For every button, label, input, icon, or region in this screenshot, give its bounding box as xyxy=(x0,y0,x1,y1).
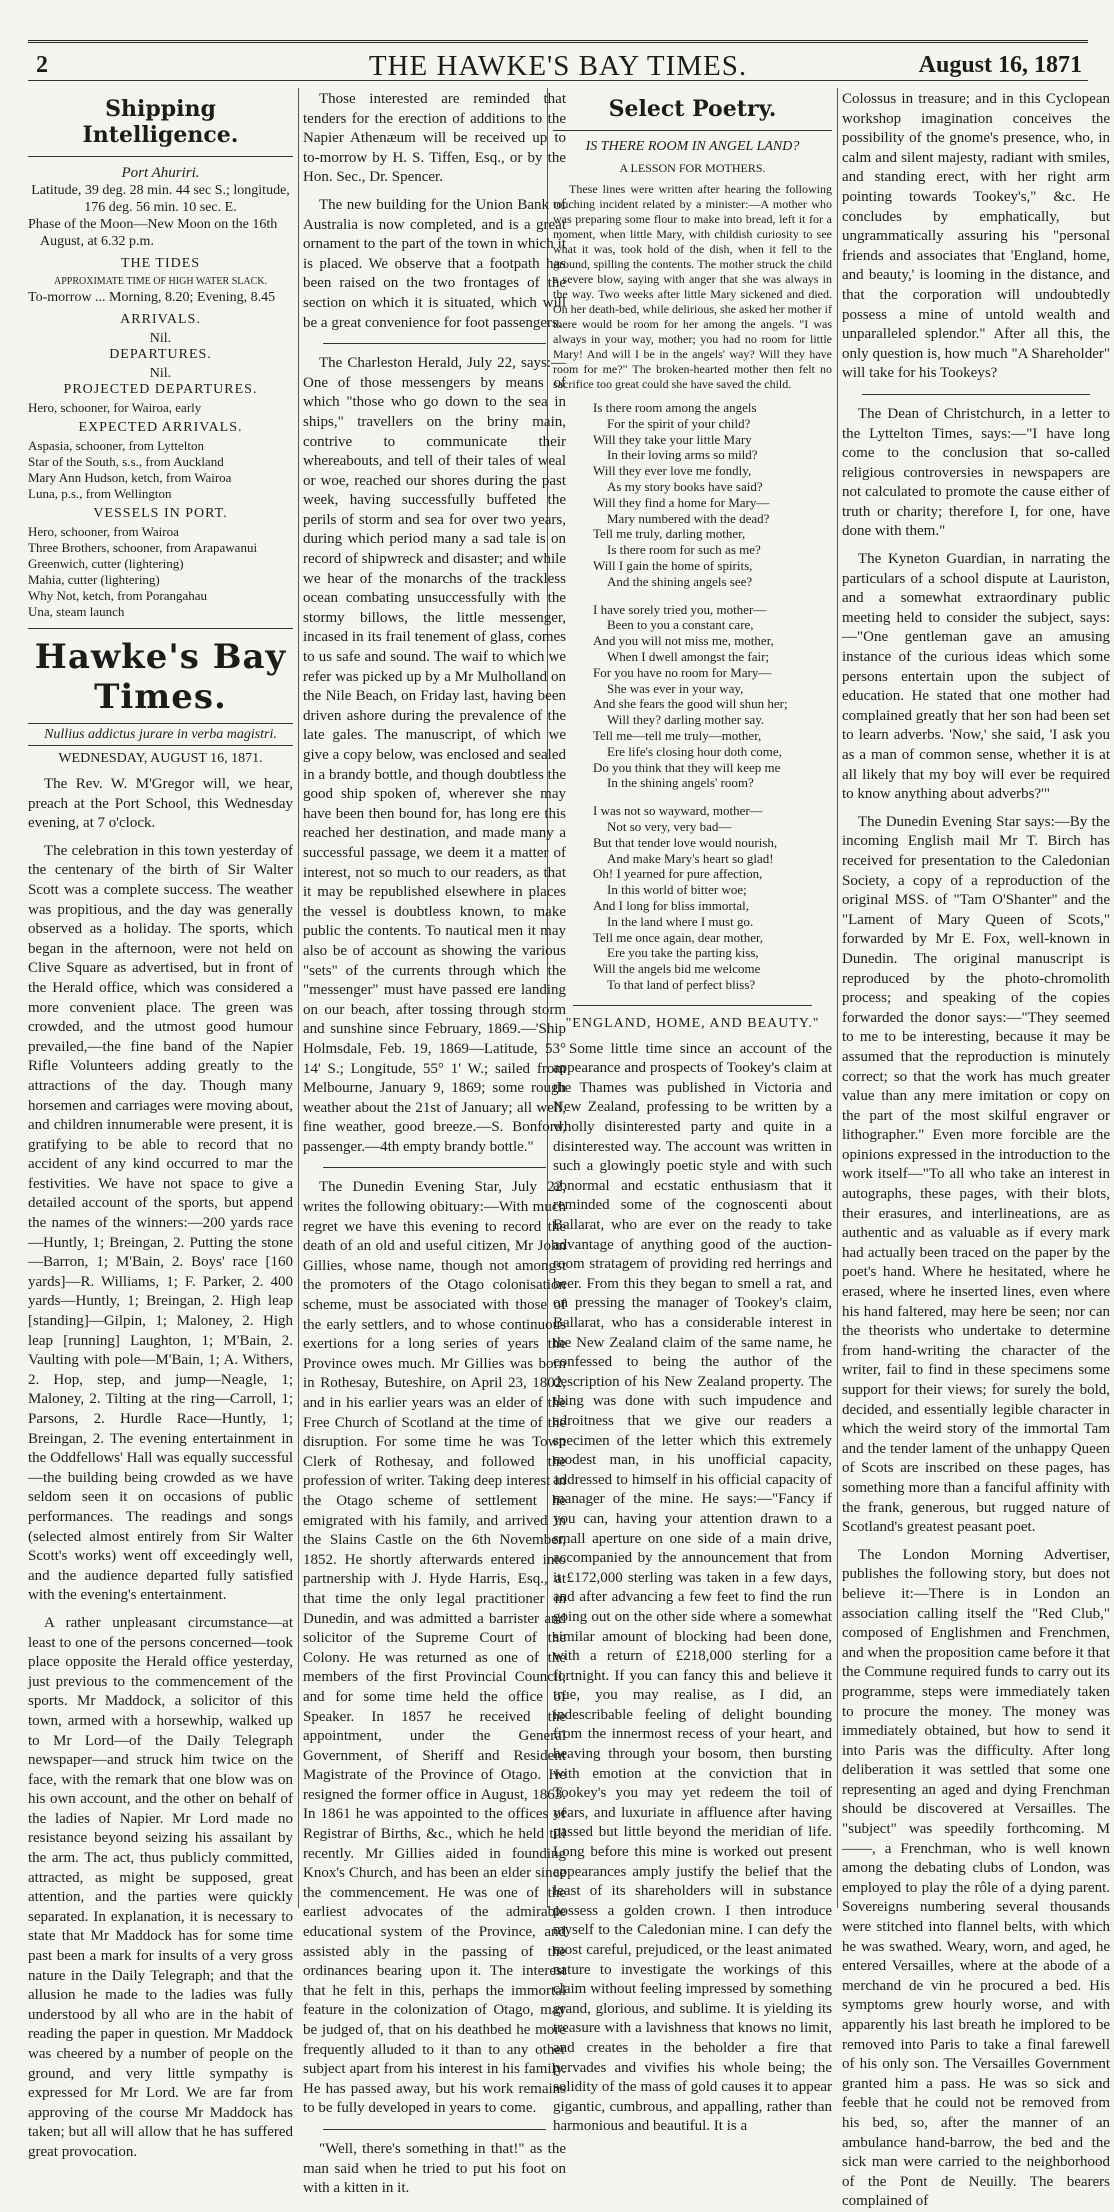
poem-line: And the shining angels see? xyxy=(607,573,753,589)
poem-line: Not so very, very bad— xyxy=(607,818,732,834)
masthead-bottom-rule xyxy=(28,80,1088,81)
page-number: 2 xyxy=(36,52,48,78)
poem-line: Will they take your little Mary xyxy=(593,431,752,447)
poem-line: As my story books have said? xyxy=(607,478,763,494)
newspaper-title: THE HAWKE'S BAY TIMES. xyxy=(368,50,748,82)
article-paragraph: The London Morning Advertiser, publishes the following story, but does not believe it:—There is in London an association calling itself the "Red Club," composed of Englishmen and Frenchmen, and when the proposition came before it that the Commune required funds to carry out its programme, steps were immediately taken to procure the money. The money was immediately obtained, but how to send it into Paris was the difficulty. After long deliberation it was settled that some one representing an aged and dying Frenchman should be discovered at Versailles. The "subject" was speedily forthcoming. M——, a Frenchman, who is well known among the debating clubs of London, was employed to play the rôle of a dying parent. Sovereigns numbering several thousands were stitched into flannel belts, with which he was swathed. Weary, worn, and aged, he entered Versailles, where at the abode of a merchand de vin he procured a bed. His symptoms grew hourly worse, and with apparently his last breath he implored to be removed into Paris to take a final farewell of his only son. The Versailles Government granted him a pass. He was so sick and feeble that he could not be removed from his bed, so, after the manner of an ambulance hand-barrow, the bed and the sick man were carried to the neighborhood of the Pont de Neuilly. The bearers complained of xyxy=(842,1546,1110,2210)
poem-title: IS THERE ROOM IN ANGEL LAND? xyxy=(585,139,800,154)
article-paragraph: The Dunedin Evening Star, July 22, writes the following obituary:—With much regret we have this evening to record the death of an old and useful citizen, Mr John Gillies, whose name, though not amongst the promoters of the Otago colonisation scheme, must be associated with those of the early settlers, and to whose continuous exertions for a long series of years the Province owes much. Mr Gillies was born in Rothesay, Buteshire, on April 23, 1802, and in his earlier years was an elder of the Free Church of Scotland at the time of the disruption. For some time he was Town Clerk of Rothesay, and followed the profession of writer. Taking deep interest in the Otago scheme of settlement he emigrated with his family, and arrived in the Slains Castle on the 6th November, 1852. He shortly afterwards entered into partnership with J. Hyde Harris, Esq., at that time the only legal practitioner in Dunedin, and was admitted a barrister and solicitor of the Supreme Court of the Colony. He was returned as one of the members of the first Provincial Council, and for some time held the office of Speaker. In 1857 he received the appointment, under the General Government, of Sheriff and Resident Magistrate of the Province of Otago. He resigned the former office in August, 1863. In 1861 he was appointed to the offices of Registrar of Births, &c., which he held till recently. Mr Gillies aided in founding Knox's Church, and has been an elder since the commencement. He was one of the earliest advocates of the admirable educational system of the Province, and assisted ably in the passing of the ordinances bearing upon it. The interest that he felt in this, perhaps the immortal feature in the colonization of Otago, may be judged of, that on his deathbed he more frequently alluded to it than to any other subject apart from his interest in his family. He has passed away, but his work remains to be fully developed in years to come. xyxy=(303,1179,566,2117)
poem-line: And she fears the good will shun her; xyxy=(593,696,788,712)
poem-line: Is there room for such as me? xyxy=(607,542,761,558)
poem-line: For you have no room for Mary— xyxy=(593,664,772,680)
poem-line: For the spirit of your child? xyxy=(607,415,751,431)
column-divider xyxy=(298,88,299,1908)
poem-line: I have sorely tried you, mother— xyxy=(593,601,767,617)
projected-list xyxy=(28,400,293,416)
article-paragraph: The new building for the Union Bank of Australia is now completed, and is a great ornament to the part of the town in which it is placed. We observe that a footpath has been raised on the two frontages of the section on which it is situated, which will be a great convenience for foot passengers. xyxy=(303,196,566,331)
poetry-heading: Select Poetry. xyxy=(608,96,777,122)
poem-line: Ere you take the parting kiss, xyxy=(607,945,759,961)
article-paragraph: The Dean of Christchurch, in a letter to the Lyttelton Times, says:—"I have long come to the conclusion that so-called religious controversies in newspapers are not calculated to promote the cause either of truth or charity; therefore I, for one, have done with them." xyxy=(842,405,1110,540)
expected-heading: EXPECTED ARRIVALS. xyxy=(78,420,243,435)
arrivals-heading: ARRIVALS. xyxy=(120,312,201,327)
divider xyxy=(573,1005,812,1006)
article-paragraph: Those interested are reminded that tenders for the erection of additions to the Napier Athenæum will be received up to to-morrow by H. S. Tiffen, Esq., or by the Hon. Sec., Dr. Spencer. xyxy=(303,91,566,186)
article-paragraph: The Dunedin Evening Star says:—By the incoming English mail Mr T. Birch has received for presentation to the Caledonian Society, a copy of a reproduction of the original MSS. of "Tam O'Shanter" and the "Lament of Mary Queen of Scots," forwarded by Mr E. Fox, well-known in Dunedin. The original manuscript is reproduced by the photo-chromolith process; and speaking of the copies forwarded the donor says:—"They seemed to me to be interesting, because it may be assumed that the reproduction is minutely correct; so that the work has much greater value than any mere imitation or copy on the part of the most skilful engraver or lithographer." Even more forcible are the opinions expressed in the introduction to the work itself—"To all who take an interest in autographs, these pages, with their blots, their erasures, and interlineations, are as authentic and as valuable as if every mark had actually been traced on the paper by the poet's hand. Where he hesitated, where he erased, where he inserted lines, even where his hand faltered, may here be seen; nor can the theorists who undertake to determine from hand-writing the character of the writer, fail to find in these specimens some support for their views; for surely the bold, decided, and essentially legible character in which the weird story of the immortal Tam and the tender lament of the unhappy Queen of Scots are inscribed on these pages, has something more than a fanciful affinity with the frank, generous, but rugged nature of Scotland's greatest peasant poet. xyxy=(842,813,1110,1536)
column-2 xyxy=(303,90,566,2197)
poem-line: In the shining angels' room? xyxy=(607,775,754,791)
article-paragraph: Colossus in treasure; and in this Cyclopean workshop imagination conceives the possibility of the gnome's presence, who, in calm and silent majesty, radiant with smiles, and standing erect, with her right arm pointing towards Tookey's," &c. He concludes by emphatically, but ungrammatically assuring his "personal friends and associates that 'England, home, and beauty,' is looming in the distance, and that the corporation will undoubtedly possess a mine of untold wealth and unparalleled splendor." After all this, the only question is, how much "A Shareholder" will take for his Tookeys? xyxy=(842,91,1110,382)
divider xyxy=(323,2129,546,2130)
shipping-heading: Shipping Intelligence. xyxy=(82,96,239,148)
divider xyxy=(28,156,293,157)
poem-line: Is there room among the angels xyxy=(593,400,757,415)
arrivals-nil: Nil. xyxy=(149,331,172,346)
list-item: Aspasia, schooner, from Lyttelton xyxy=(28,438,205,453)
poem-line: And make Mary's heart so glad! xyxy=(607,850,774,866)
vessels-list xyxy=(28,524,293,620)
article-paragraph: "Well, there's something in that!" as the man said when he tried to put his foot on with a kitten in it. xyxy=(303,2140,566,2197)
article-paragraph: The Charleston Herald, July 22, says:—One of those messengers by means of which "those who go down to the sea in ships," travellers on the briny main, contrive to communicate their whereabouts, and tell of their tales of weal or woe, reached our shores during the past week, having successfully buffeted the perils of storm and sea for over two years, during which period many a sad tale is on record of shipwreck and disaster; and while we hear of the monarchs of the trackless ocean combating unsuccessfully with the stormy billows, the little messenger, incased in its frail tenement of glass, comes to us safe and sound. The waif to which we refer was picked up by a Mr Mulholland on the Nile Beach, on Friday last, having been driven ashore during the prevalence of the late gales. The manuscript, of which we give a copy below, was enclosed and sealed in a brandy bottle, and though doubtless the good ship spoken of, wherever she may have been then bound for, has long ere this reached her destination, and made many a successful passage, we deem it a matter of interest, not so much to our readers, as that it may be republished elsewhere in places the vessel is doubtless known, to make public the contents. To nautical men it may also be of account as showing the various "sets" of the currents through which the "messenger" must have passed ere landing on our beach, after tossing through storm and sunshine since February, 1869.—'Ship Holmsdale, Feb. 19, 1869—Latitude, 53° 14' S.; Longitude, 55° 1' W.; sailed from Melbourne, January 9, 1869; some rough weather about the 21st of January; all well, fine weather, good breeze.—S. Bonford, passenger.—4th empty brandy bottle." xyxy=(303,355,566,1155)
divider xyxy=(28,628,293,629)
poem-line: Mary numbered with the dead? xyxy=(607,510,770,526)
port-name: Port Ahuriri. xyxy=(121,165,200,181)
poem-line: And you will not miss me, mother, xyxy=(593,633,774,649)
poem-line: And I long for bliss immortal, xyxy=(593,897,749,913)
list-item: Hero, schooner, from Wairoa xyxy=(28,524,179,539)
motto: Nullius addictus jurare in verba magistri. xyxy=(44,727,277,742)
poem-stanza xyxy=(593,400,832,590)
expected-list xyxy=(28,438,293,502)
poem-line: Will they? darling mother say. xyxy=(607,712,765,728)
poem-line: But that tender love would nourish, xyxy=(593,834,778,850)
divider xyxy=(553,130,832,131)
list-item: Greenwich, cutter (lightering) xyxy=(28,556,184,571)
poem-line: Oh! I yearned for pure affection, xyxy=(593,866,763,882)
column-divider xyxy=(837,88,838,1908)
list-item: Luna, p.s., from Wellington xyxy=(28,486,172,501)
list-item: Una, steam launch xyxy=(28,604,125,619)
poem-line: Tell me truly, darling mother, xyxy=(593,526,746,542)
tides-subheading: APPROXIMATE TIME OF HIGH WATER SLACK. xyxy=(54,276,267,287)
column-1 xyxy=(28,90,293,2160)
poem-line: When I dwell amongst the fair; xyxy=(607,648,770,664)
divider xyxy=(28,723,293,724)
poem-line: Will the angels bid me welcome xyxy=(593,961,761,977)
poem-line: Been to you a constant care, xyxy=(607,617,754,633)
poem-line: To that land of perfect bliss? xyxy=(607,976,756,992)
article-paragraph: A rather unpleasant circumstance—at least to one of the persons concerned—took place opposite the Herald office yesterday, just previous to the commencement of the sports. Mr Maddock, a solicitor of this town, armed with a horsewhip, walked up to Mr Lord—of the Daily Telegraph newspaper—and struck him twice on the face, with the remark that one blow was on his own account, and the other on behalf of the ladies of Napier. Mr Lord made no resistance beyond seizing his assailant by the arm. The act, thus publicly committed, attracted, as might be supposed, great attention, and the parties were quickly separated. In explanation, it is necessary to state that Mr Maddock has for some time past been a mark for insults of a very gross nature in the Daily Telegraph; and that the allusion he made to the ladies was fully understood by all who are in the habit of reading the paper in question. Mr Maddock was cheered by a number of people on the ground, and very little sympathy is expressed for Mr Lord. We are far from approving of the course Mr Maddock has taken; but all will allow that he has suffered great provocation. xyxy=(28,1614,293,2160)
poem-line: I was not so wayward, mother— xyxy=(593,803,763,819)
poem-line: Will they find a home for Mary— xyxy=(593,494,770,510)
masthead-top-rule xyxy=(28,40,1088,43)
divider xyxy=(862,394,1090,395)
departures-heading: DEPARTURES. xyxy=(109,347,212,362)
poem-line: Ere life's closing hour doth come, xyxy=(607,743,782,759)
poem-body xyxy=(593,400,832,993)
list-item: Mary Ann Hudson, ketch, from Wairoa xyxy=(28,470,232,485)
poem-line: In this world of bitter woe; xyxy=(607,882,747,898)
dateline: WEDNESDAY, AUGUST 16, 1871. xyxy=(58,751,263,766)
divider xyxy=(323,1167,546,1168)
list-item: Hero, schooner, for Wairoa, early xyxy=(28,400,202,415)
tides-heading: THE TIDES xyxy=(120,256,201,271)
poem-line: Will I gain the home of spirits, xyxy=(593,557,753,573)
article-paragraph: Some little time since an account of the appearance and prospects of Tookey's claim at the Thames was published in Victoria and New Zealand, professing to be written by a wholly disinterested party and quite in a disinterested way. The account was written in such a glowingly poetic style and with such abnormal and ecstatic enthusiasm that it reminded some of the cognoscenti about Ballarat, who are ever on the ready to take advantage of anything good of the auction-room stratagem of providing red herrings and beer. From this they began to smell a rat, and on pressing the manager of Tookey's claim, Ballarat, who has a considerable interest in the New Zealand claim of the same name, he confessed to being the author of the description of his New Zealand property. The thing was done with such impudence and adroitness that we give our readers a specimen of the letter which this extremely modest man, in his unofficial capacity, addressed to himself in his official capacity of manager of the mine. He says:—"Fancy if you can, having your attention drawn to a small aperture on one side of a main drive, accompanied by the announcement that from it £172,000 sterling was taken in a few days, and after advancing a few feet to find the run going out on the other side where a somewhat similar amount of blocking had been done, with a return of £218,000 sterling for a fortnight. If you can fancy this and believe it true, you may realise, as I did, an indescribable feeling of delight bounding from the innermost recess of your heart, and heaving through your bosom, then bursting with emotion at the conviction that in Tookey's you may yet redeem the toil of years, and luxuriate in affluence after having passed but little beyond the meridian of life. Long before this mine is worked out present appearances amply justify the belief that the least of its shareholders will in substance possess a golden crown. I then introduce myself to the Caledonian mine. I can defy the most careful, prejudiced, or the least animated nature to investigate the workings of this claim without feeling impressed by something grand, glorious, and sublime. It is yielding its treasure with a lavishness that knows no limit, and creates in the beholder a fire that pervades and vivifies his whole being; the solidity of the mass of gold causes it to appear gigantic, cumbrous, and appalling, rather than harmonious and beautiful. It is a xyxy=(553,1040,832,2135)
divider xyxy=(28,745,293,746)
column-3 xyxy=(553,90,832,2135)
departures-nil: Nil. xyxy=(149,366,172,381)
list-item: Star of the South, s.s., from Auckland xyxy=(28,454,224,469)
poem-line: Will they ever love me fondly, xyxy=(593,463,752,479)
poem-stanza xyxy=(593,602,832,792)
list-item: Three Brothers, schooner, from Arapawanui xyxy=(28,540,258,555)
article-paragraph: The celebration in this town yesterday of the centenary of the birth of Sir Walter Scott was a complete success. The weather was propitious, and the day was generally observed as a holiday. The sports, which began in the afternoon, were not held on Clive Square as advertised, but in front of the Herald office, which was considered a more convenient place. The green was crowded, and the utmost good humour prevailed,—the fine band of the Napier Rifle Volunteers adding greatly to the attractions of the day. Though many horsemen and carriages were moving about, and children innumerable were present, it is gratifying to be able to record that no accident of any kind occurred to mar the festivities. We have not space to give a detailed account of the sports, but append the names of the winners:—200 yards race—Huntly, 1; Breingan, 2. Putting the stone—Barron, 1; M'Bain, 2. Boys' race [160 yards]—R. Williams, 1; F. Parker, 2. 400 yards—Huntly, 1; Breingan, 2. High leap [standing]—Gilpin, 1; Maloney, 2. High leap [running] Laughton, 1; M'Bain, 2. Vaulting with pole—M'Bain, 1; A. Withers, 2. Hop, step, and jump—Neagle, 1; Maloney, 2. Tilting at the ring—Carroll, 1; Parsons, 2. Hurdle Race—Huntly, 1; Breingan, 2. The evening entertainment in the Oddfellows' Hall was equally successful—the building being crowded as we have seldom seen it on occasions of public performances. The readings and songs (selected almost entirely from Sir Walter Scott's works) went off exceedingly well, and the audience departed fully satisfied with the evening's entertainment. xyxy=(28,842,293,1604)
poem-line: In the land where I must go. xyxy=(607,913,754,929)
poem-subtitle: A LESSON FOR MOTHERS. xyxy=(619,161,766,175)
divider xyxy=(323,343,546,344)
poem-line: She was ever in your way, xyxy=(607,680,744,696)
poem-line: Do you think that they will keep me xyxy=(593,759,781,775)
latitude-longitude: Latitude, 39 deg. 28 min. 44 sec S.; longitude, 176 deg. 56 min. 10 sec. E. xyxy=(31,183,290,215)
article-title: "ENGLAND, HOME, AND BEAUTY." xyxy=(565,1015,820,1031)
poem-line: In their loving arms so mild? xyxy=(607,447,758,463)
poem-introduction: These lines were written after hearing the following touching incident related by a minister:—A mother who was preparing some flour to make into bread, left it for a moment, when little Mary, with childish curiosity to see what it was, took hold of the dish, when it fell to the ground, spilling the contents. The mother struck the child a severe blow, saying with anger that she was always in the way. Two weeks after little Mary sickened and died. On her death-bed, while delirious, she asked her mother if there would be room for her among the angels. "I was always in your way, mother; you had no room for little Mary! And will I be in the angels' way? Will they have room for me?" The broken-hearted mother then felt no sacrifice too great could she have saved the child. xyxy=(553,182,832,391)
list-item: Mahia, cutter (lightering) xyxy=(28,572,160,587)
paper-title: Hawke's Bay Times. xyxy=(34,637,287,717)
column-4 xyxy=(842,90,1110,2210)
moon-phase: Phase of the Moon—New Moon on the 16th August, at 6.32 p.m. xyxy=(28,217,278,249)
poem-stanza xyxy=(593,803,832,993)
vessels-heading: VESSELS IN PORT. xyxy=(93,506,228,521)
article-paragraph: The Kyneton Guardian, in narrating the particulars of a school dispute at Lauriston, and a somewhat extraordinary public meeting held to consider the subject, says:—"One gentleman gave an amusing instance of the curious ideas which some persons entertain upon the subject of education. He stated that one mother had complained greatly that her son had been set to learn adverbs. 'Now,' she said, 'I ask you as a man of common sense, whether it is at all likely that my boy will ever be required to know anything about adverbs?'" xyxy=(842,551,1110,803)
projected-heading: PROJECTED DEPARTURES. xyxy=(63,382,258,397)
list-item: Why Not, ketch, from Porangahau xyxy=(28,588,208,603)
tides-times: To-morrow ... Morning, 8.20; Evening, 8.45 xyxy=(28,290,276,305)
article-paragraph: The Rev. W. M'Gregor will, we hear, preach at the Port School, this Wednesday evening, at 7 o'clock. xyxy=(28,776,293,832)
poem-line: Tell me once again, dear mother, xyxy=(593,929,764,945)
masthead xyxy=(28,40,1088,82)
poem-line: Tell me—tell me truly—mother, xyxy=(593,727,762,743)
issue-date: August 16, 1871 xyxy=(918,52,1082,78)
